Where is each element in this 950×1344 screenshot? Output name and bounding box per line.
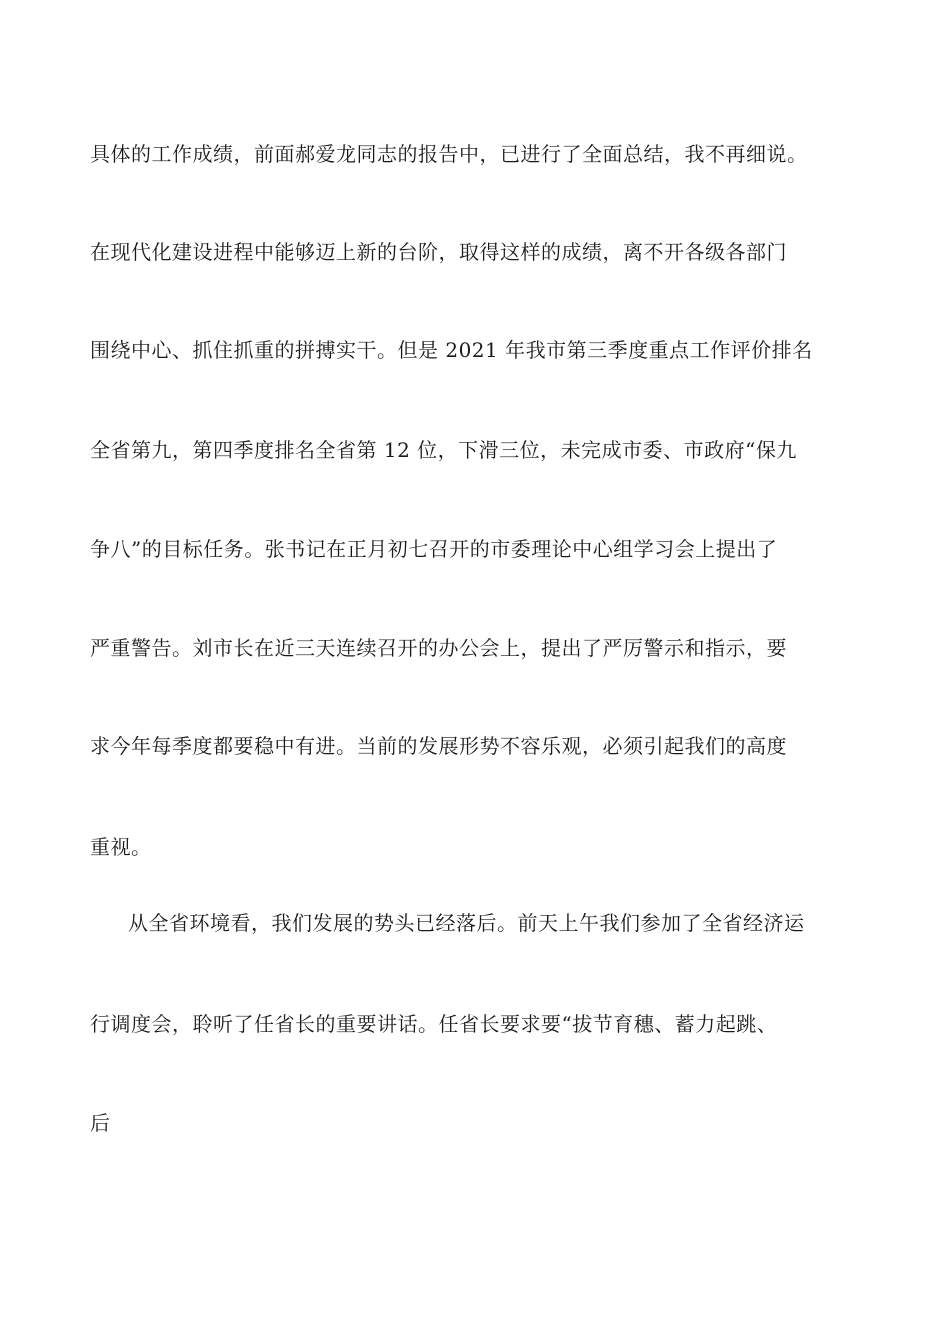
text-line-3: 围绕中心、抓住抓重的拼搏实干。但是 2021 年我市第三季度重点工作评价排名 — [90, 338, 813, 362]
text-line-7: 求今年每季度都要稳中有进。当前的发展形势不容乐观，必须引起我们的高度 — [90, 734, 787, 758]
paragraph-2-line-2: 行调度会，聆听了任省长的重要讲话。任省长要求要“拔节育穗、蓄力起跳、 — [90, 1012, 778, 1036]
text-line-6: 严重警告。刘市长在近三天连续召开的办公会上，提出了严厉警示和指示，要 — [90, 636, 787, 660]
text-line-2: 在现代化建设进程中能够迈上新的台阶，取得这样的成绩，离不开各级各部门 — [90, 240, 787, 264]
paragraph-2-line-1: 从全省环境看，我们发展的势头已经落后。前天上午我们参加了全省经济运 — [128, 911, 805, 935]
text-line-8: 重视。 — [90, 835, 152, 859]
text-line-5: 争八”的目标任务。张书记在正月初七召开的市委理论中心组学习会上提出了 — [90, 537, 778, 561]
text-line-1: 具体的工作成绩，前面郝爱龙同志的报告中，已进行了全面总结，我不再细说。 — [90, 142, 808, 166]
paragraph-2-line-3: 后 — [90, 1111, 111, 1135]
text-line-4: 全省第九，第四季度排名全省第 12 位，下滑三位，未完成市委、市政府“保九 — [90, 438, 797, 462]
